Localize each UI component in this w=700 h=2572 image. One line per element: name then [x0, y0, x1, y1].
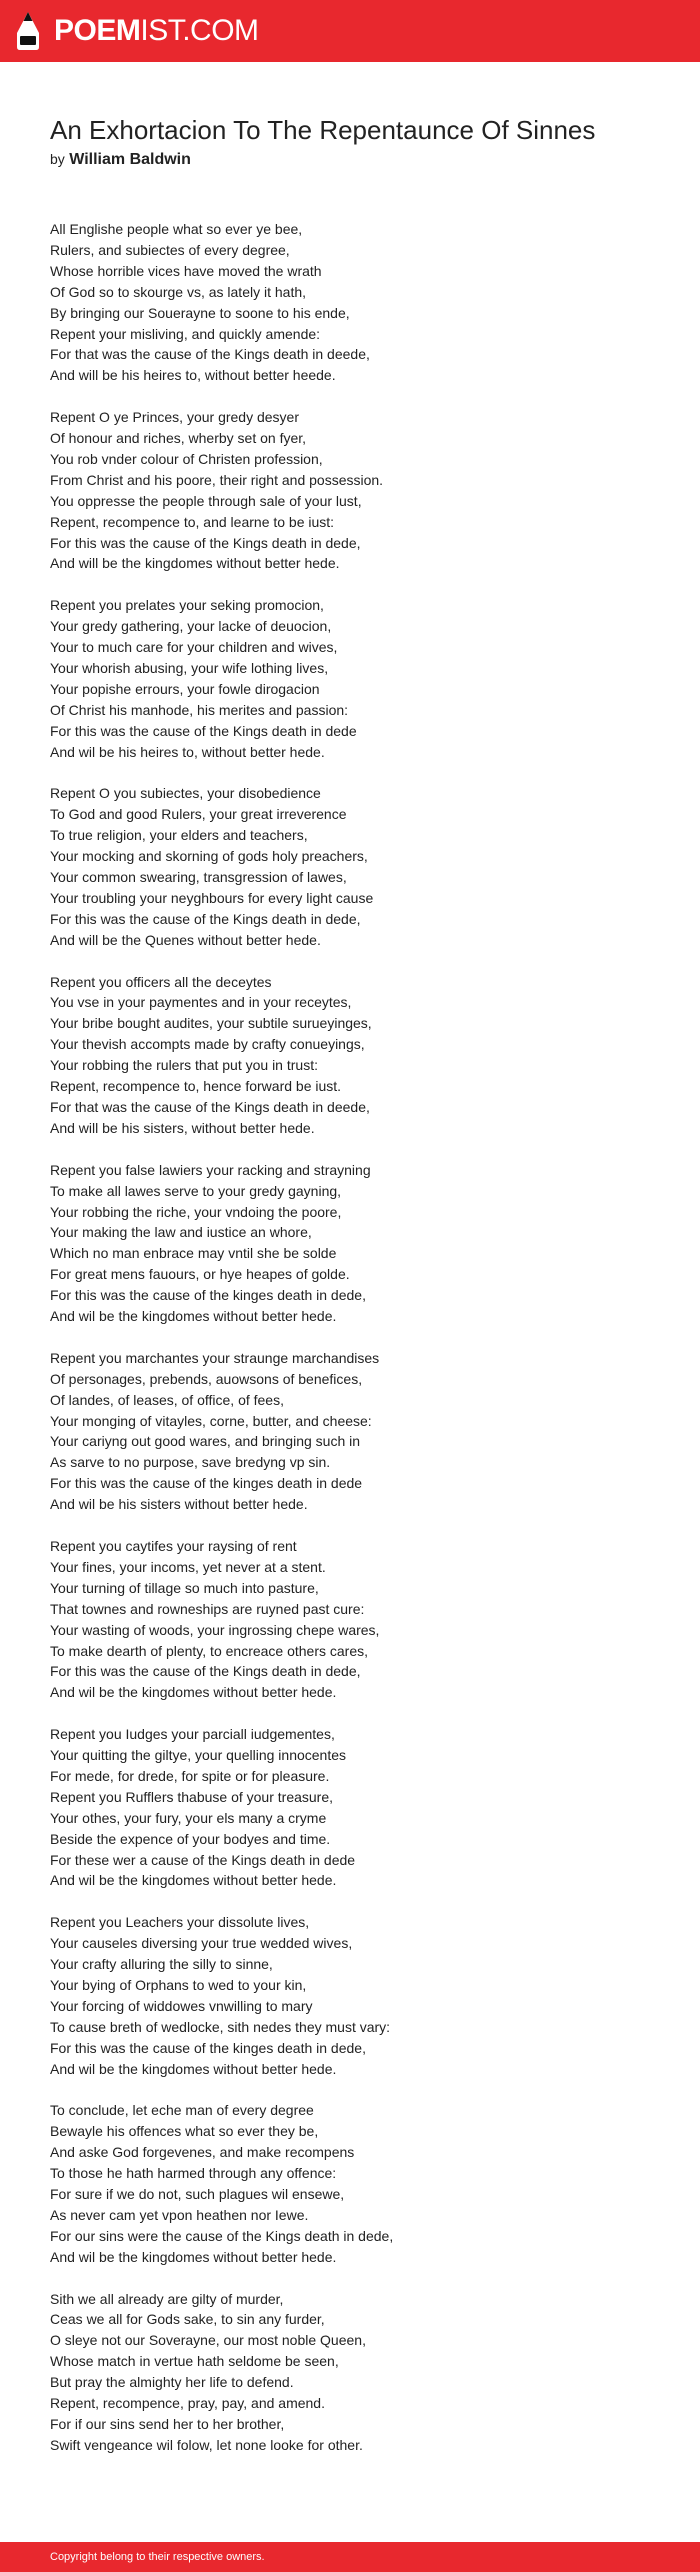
poem-line: And wil be his heires to, without better hede.	[50, 743, 325, 760]
poem-line: Your common swearing, transgression of lawes,	[50, 869, 347, 886]
poem-title: An Exhortacion To The Repentaunce Of Sinnes	[50, 115, 596, 145]
poem-line: For that was the cause of the Kings death in deede,	[50, 346, 370, 363]
poem-line: Your gredy gathering, your lacke of deuocion,	[50, 618, 332, 635]
poem-line: O sleye not our Soverayne, our most noble Queen,	[50, 2332, 366, 2349]
poem-line: And will be his sisters, without better hede.	[50, 1119, 315, 1136]
poem-line: Your othes, your fury, your els many a cryme	[50, 1809, 327, 1826]
site-logo[interactable]	[16, 11, 259, 51]
poem-line: And aske God forgevenes, and make recompens	[50, 2144, 355, 2161]
poem-line: Your fines, your incoms, yet never at a stent.	[50, 1558, 326, 1575]
brand-name-bold: POEM	[54, 14, 141, 47]
poem-line: Sith we all already are gilty of murder,	[50, 2290, 284, 2307]
poem-line: As sarve to no purpose, save bredyng vp sin.	[50, 1454, 331, 1471]
poem-line: For mede, for drede, for spite or for pleasure.	[50, 1767, 330, 1784]
poem-line: Your thevish accompts made by crafty conueyings,	[50, 1036, 365, 1053]
poem-line: And wil be the kingdomes without better hede.	[50, 1684, 337, 1701]
site-header	[0, 0, 700, 62]
byline	[50, 148, 191, 171]
poem-line: Your bribe bought audites, your subtile surueyinges,	[50, 1015, 372, 1032]
stanza	[50, 783, 670, 950]
stanza	[50, 1348, 670, 1515]
poem-line: From Christ and his poore, their right and possession.	[50, 471, 384, 488]
poem-line: For this was the cause of the kinges death in dede,	[50, 2039, 366, 2056]
poem-line: Whose horrible vices have moved the wrath	[50, 262, 322, 279]
poem-line: Bewayle his offences what so ever they be,	[50, 2123, 319, 2140]
poem-body	[50, 219, 670, 2477]
poem-line: For if our sins send her to her brother,	[50, 2415, 285, 2432]
stanza	[50, 407, 670, 574]
poem-line: For this was the cause of the Kings death in dede,	[50, 910, 361, 927]
poem-line: For this was the cause of the Kings death in dede	[50, 722, 357, 739]
poem-line: Repent, recompence to, and learne to be iust:	[50, 513, 335, 530]
poem-line: And wil be the kingdomes without better hede.	[50, 1308, 337, 1325]
poem-line: That townes and rowneships are ruyned past cure:	[50, 1600, 365, 1617]
poem-line: Beside the expence of your bodyes and time.	[50, 1830, 331, 1847]
poem-line: Repent you prelates your seking promocion,	[50, 597, 324, 614]
stanza	[50, 595, 670, 762]
poem-line: Your robbing the riche, your vndoing the poore,	[50, 1203, 342, 1220]
poem-line: Repent you officers all the deceytes	[50, 973, 272, 990]
poem-line: Of God so to skourge vs, as lately it hath,	[50, 283, 307, 300]
by-label: by	[50, 151, 65, 167]
poem-line: Repent you false lawiers your racking and strayning	[50, 1161, 371, 1178]
poem-line: And will be the kingdomes without better hede.	[50, 555, 340, 572]
poem-line: You rob vnder colour of Christen profession,	[50, 450, 323, 467]
poem-line: To conclude, let eche man of every degree	[50, 2102, 314, 2119]
poem-line: Your bying of Orphans to wed to your kin,	[50, 1976, 307, 1993]
poem-line: For this was the cause of the Kings death in dede,	[50, 1663, 361, 1680]
stanza	[50, 2100, 670, 2267]
poem-line: Repent O ye Princes, your gredy desyer	[50, 409, 300, 426]
poem-line: For this was the cause of the kinges death in dede	[50, 1475, 363, 1492]
poem-line: For our sins were the cause of the Kings death in dede,	[50, 2227, 394, 2244]
stanza	[50, 972, 670, 1139]
stanza	[50, 219, 670, 386]
poem-line: Repent you marchantes your straunge marchandises	[50, 1349, 380, 1366]
stanza	[50, 1160, 670, 1327]
poem-line: To make dearth of plenty, to encreace others cares,	[50, 1642, 369, 1659]
author-name[interactable]: William Baldwin	[69, 151, 191, 168]
poem-line: Repent you Iudges your parciall iudgementes,	[50, 1726, 335, 1743]
stanza	[50, 1912, 670, 2079]
poem-line: All Englishe people what so ever ye bee,	[50, 221, 303, 237]
poem-line: For great mens fauours, or hye heapes of golde.	[50, 1266, 350, 1283]
poem-line: For that was the cause of the Kings death in deede,	[50, 1099, 370, 1115]
poem-line: Repent, recompence, pray, pay, and amend.	[50, 2395, 325, 2412]
poem-line: Whose match in vertue hath seldome be seen,	[50, 2353, 339, 2370]
poem-line: To those he hath harmed through any offence:	[50, 2165, 337, 2182]
poem-line: For sure if we do not, such plagues wil ensewe,	[50, 2186, 345, 2203]
poem-line: Your whorish abusing, your wife lothing lives,	[50, 660, 329, 676]
poem-line: Repent you Rufflers thabuse of your treasure,	[50, 1788, 334, 1805]
poem-line: Your monging of vitayles, corne, butter, and cheese:	[50, 1412, 372, 1429]
poem-line: You oppresse the people through sale of your lust,	[50, 492, 362, 509]
brand-name-light: IST.COM	[140, 14, 259, 47]
poem-line: As never cam yet vpon heathen nor Iewe.	[50, 2206, 309, 2223]
poem-line: Your troubling your neyghbours for every light cause	[50, 889, 374, 906]
poem-line: Your turning of tillage so much into pasture,	[50, 1579, 319, 1596]
poem-line: Your quitting the giltye, your quelling innocentes	[50, 1747, 347, 1764]
poem-line: And wil be the kingdomes without better hede.	[50, 2248, 337, 2265]
poem-line: Your wasting of woods, your ingrossing chepe wares,	[50, 1621, 380, 1638]
poem-line: And wil be the kingdomes without better hede.	[50, 1872, 337, 1889]
poem-line: But pray the almighty her life to defend.	[50, 2374, 294, 2391]
poem-line: Of honour and riches, wherby set on fyer,	[50, 430, 307, 447]
poem-line: And will be his heires to, without better heede.	[50, 367, 336, 384]
poem-line: Repent O you subiectes, your disobedience	[50, 785, 321, 802]
poem-line: For these wer a cause of the Kings death in dede	[50, 1851, 356, 1868]
stanza	[50, 1536, 670, 1703]
poem-line: Your crafty alluring the silly to sinne,	[50, 1956, 273, 1973]
poem-line: Your popishe errours, your fowle dirogacion	[50, 680, 320, 697]
site-footer	[0, 2542, 700, 2572]
poem-line: Rulers, and subiectes of every degree,	[50, 241, 290, 258]
poem-line: To God and good Rulers, your great irreverence	[50, 806, 347, 823]
poem-line: To true religion, your elders and teachers,	[50, 827, 308, 844]
brand-name	[54, 11, 259, 51]
poem-line: You vse in your paymentes and in your receytes,	[50, 994, 352, 1011]
poem-line: Repent your misliving, and quickly amende:	[50, 325, 321, 342]
poem-line: Repent you Leachers your dissolute lives,	[50, 1914, 310, 1931]
poem-line: Your robbing the rulers that put you in trust:	[50, 1057, 318, 1074]
poem-line: And wil be his sisters without better hede.	[50, 1496, 308, 1513]
pencil-icon	[16, 11, 40, 51]
copyright-notice: Copyright belong to their respective owners.	[50, 2551, 265, 2563]
poem-line: To make all lawes serve to your gredy gayning,	[50, 1182, 342, 1199]
poem-line: To cause breth of wedlocke, sith nedes they must vary:	[50, 2018, 391, 2035]
stanza	[50, 1724, 670, 1891]
poem-line: For this was the cause of the Kings death in dede,	[50, 534, 361, 551]
poem-line: Repent, recompence to, hence forward be iust.	[50, 1078, 342, 1095]
poem-line: For this was the cause of the kinges death in dede,	[50, 1287, 366, 1304]
poem-line: Your making the law and iustice an whore,	[50, 1224, 312, 1241]
poem-line: Ceas we all for Gods sake, to sin any furder,	[50, 2311, 325, 2328]
poem-line: Repent you caytifes your raysing of rent	[50, 1537, 297, 1554]
poem-line: Your causeles diversing your true wedded wives,	[50, 1935, 353, 1952]
poem-line: By bringing our Souerayne to soone to his ende,	[50, 304, 350, 321]
poem-line: Your mocking and skorning of gods holy preachers,	[50, 848, 368, 865]
poem-line: Of Christ his manhode, his merites and passion:	[50, 701, 349, 718]
poem-line: Your cariyng out good wares, and bringing such in	[50, 1433, 361, 1450]
poem-line: Swift vengeance wil folow, let none looke for other.	[50, 2436, 363, 2453]
poem-line: Of landes, of leases, of office, of fees,	[50, 1391, 284, 1408]
poem-line: And wil be the kingdomes without better hede.	[50, 2060, 337, 2077]
poem-line: Which no man enbrace may vntil she be solde	[50, 1245, 337, 1262]
poem-line: Your to much care for your children and wives,	[50, 639, 338, 656]
stanza	[50, 2289, 670, 2456]
poem-line: Your forcing of widdowes vnwilling to mary	[50, 1997, 313, 2014]
poem-line: And will be the Quenes without better hede.	[50, 931, 321, 948]
poem-line: Of personages, prebends, auowsons of benefices,	[50, 1370, 363, 1387]
